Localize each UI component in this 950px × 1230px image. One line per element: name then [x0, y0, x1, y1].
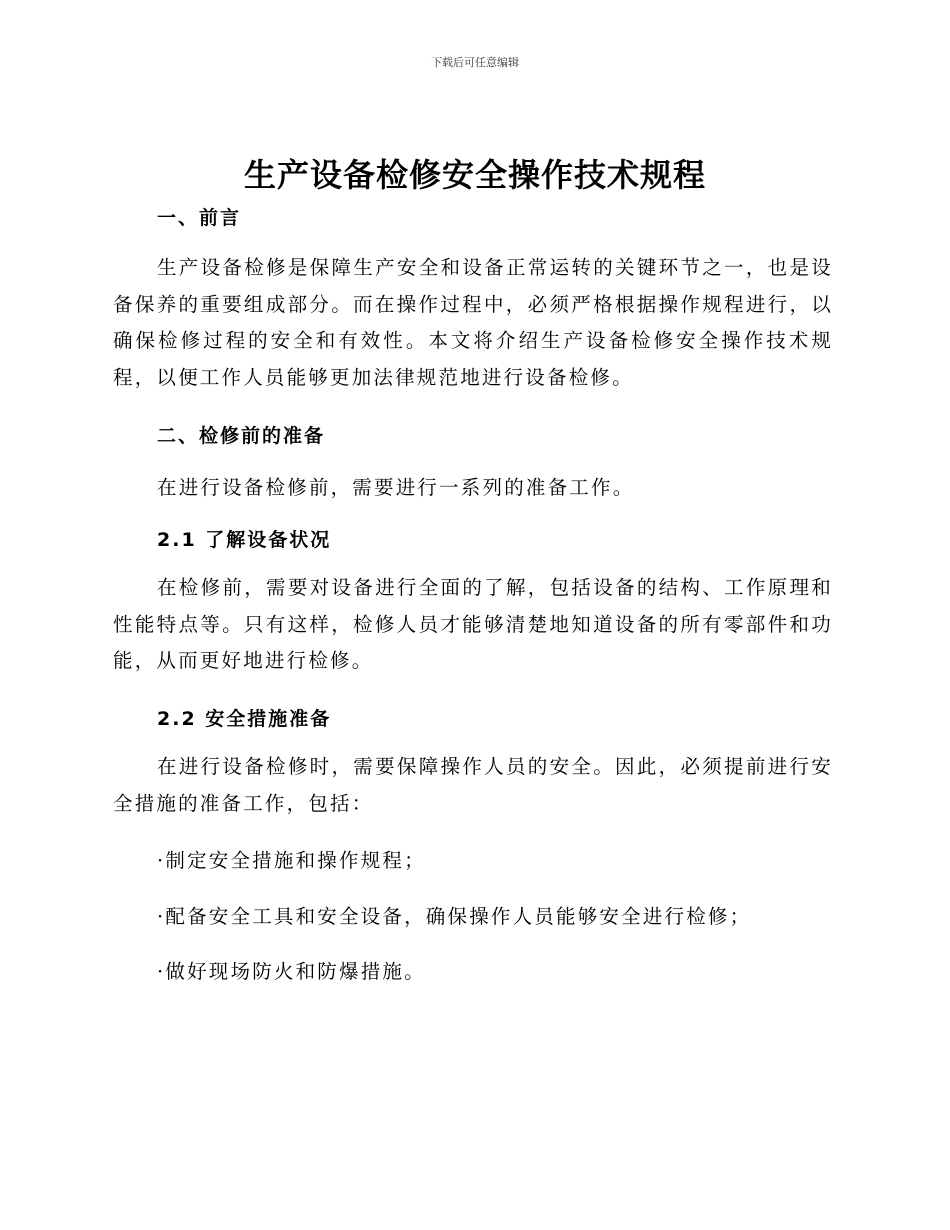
subsection-heading-equipment-status: 2.1 了解设备状况 — [157, 529, 332, 551]
section-heading-preface: 一、前言 — [157, 207, 242, 229]
bullet-item: ·制定安全措施和操作规程； — [157, 849, 426, 872]
paragraph-preparation: 在进行设备检修前，需要进行一系列的准备工作。 — [157, 476, 635, 499]
paragraph-preface: 生产设备检修是保障生产安全和设备正常运转的关键环节之一，也是设备保养的重要组成部分。而在操作过程中，必须严格根据操作规程进行，以确保检修过程的安全和有效性。本文将介绍生产设备检修安全操作技术规程，以便工作人员能够更加法律规范地进行设备检修。 — [113, 256, 833, 389]
paragraph-safety-measures: 在进行设备检修时，需要保障操作人员的安全。因此，必须提前进行安全措施的准备工作，包括： — [113, 755, 833, 815]
header-note: 下载后可任意编辑 — [431, 56, 519, 69]
section-heading-preparation: 二、检修前的准备 — [157, 425, 326, 447]
paragraph-equipment-status: 在检修前，需要对设备进行全面的了解，包括设备的结构、工作原理和性能特点等。只有这样，检修人员才能够清楚地知道设备的所有零部件和功能，从而更好地进行检修。 — [113, 576, 833, 672]
subsection-heading-safety-measures: 2.2 安全措施准备 — [157, 708, 332, 730]
document-title: 生产设备检修安全操作技术规程 — [243, 156, 706, 194]
bullet-item: ·配备安全工具和安全设备，确保操作人员能够安全进行检修； — [157, 905, 752, 928]
bullet-item: ·做好现场防火和防爆措施。 — [157, 960, 426, 983]
